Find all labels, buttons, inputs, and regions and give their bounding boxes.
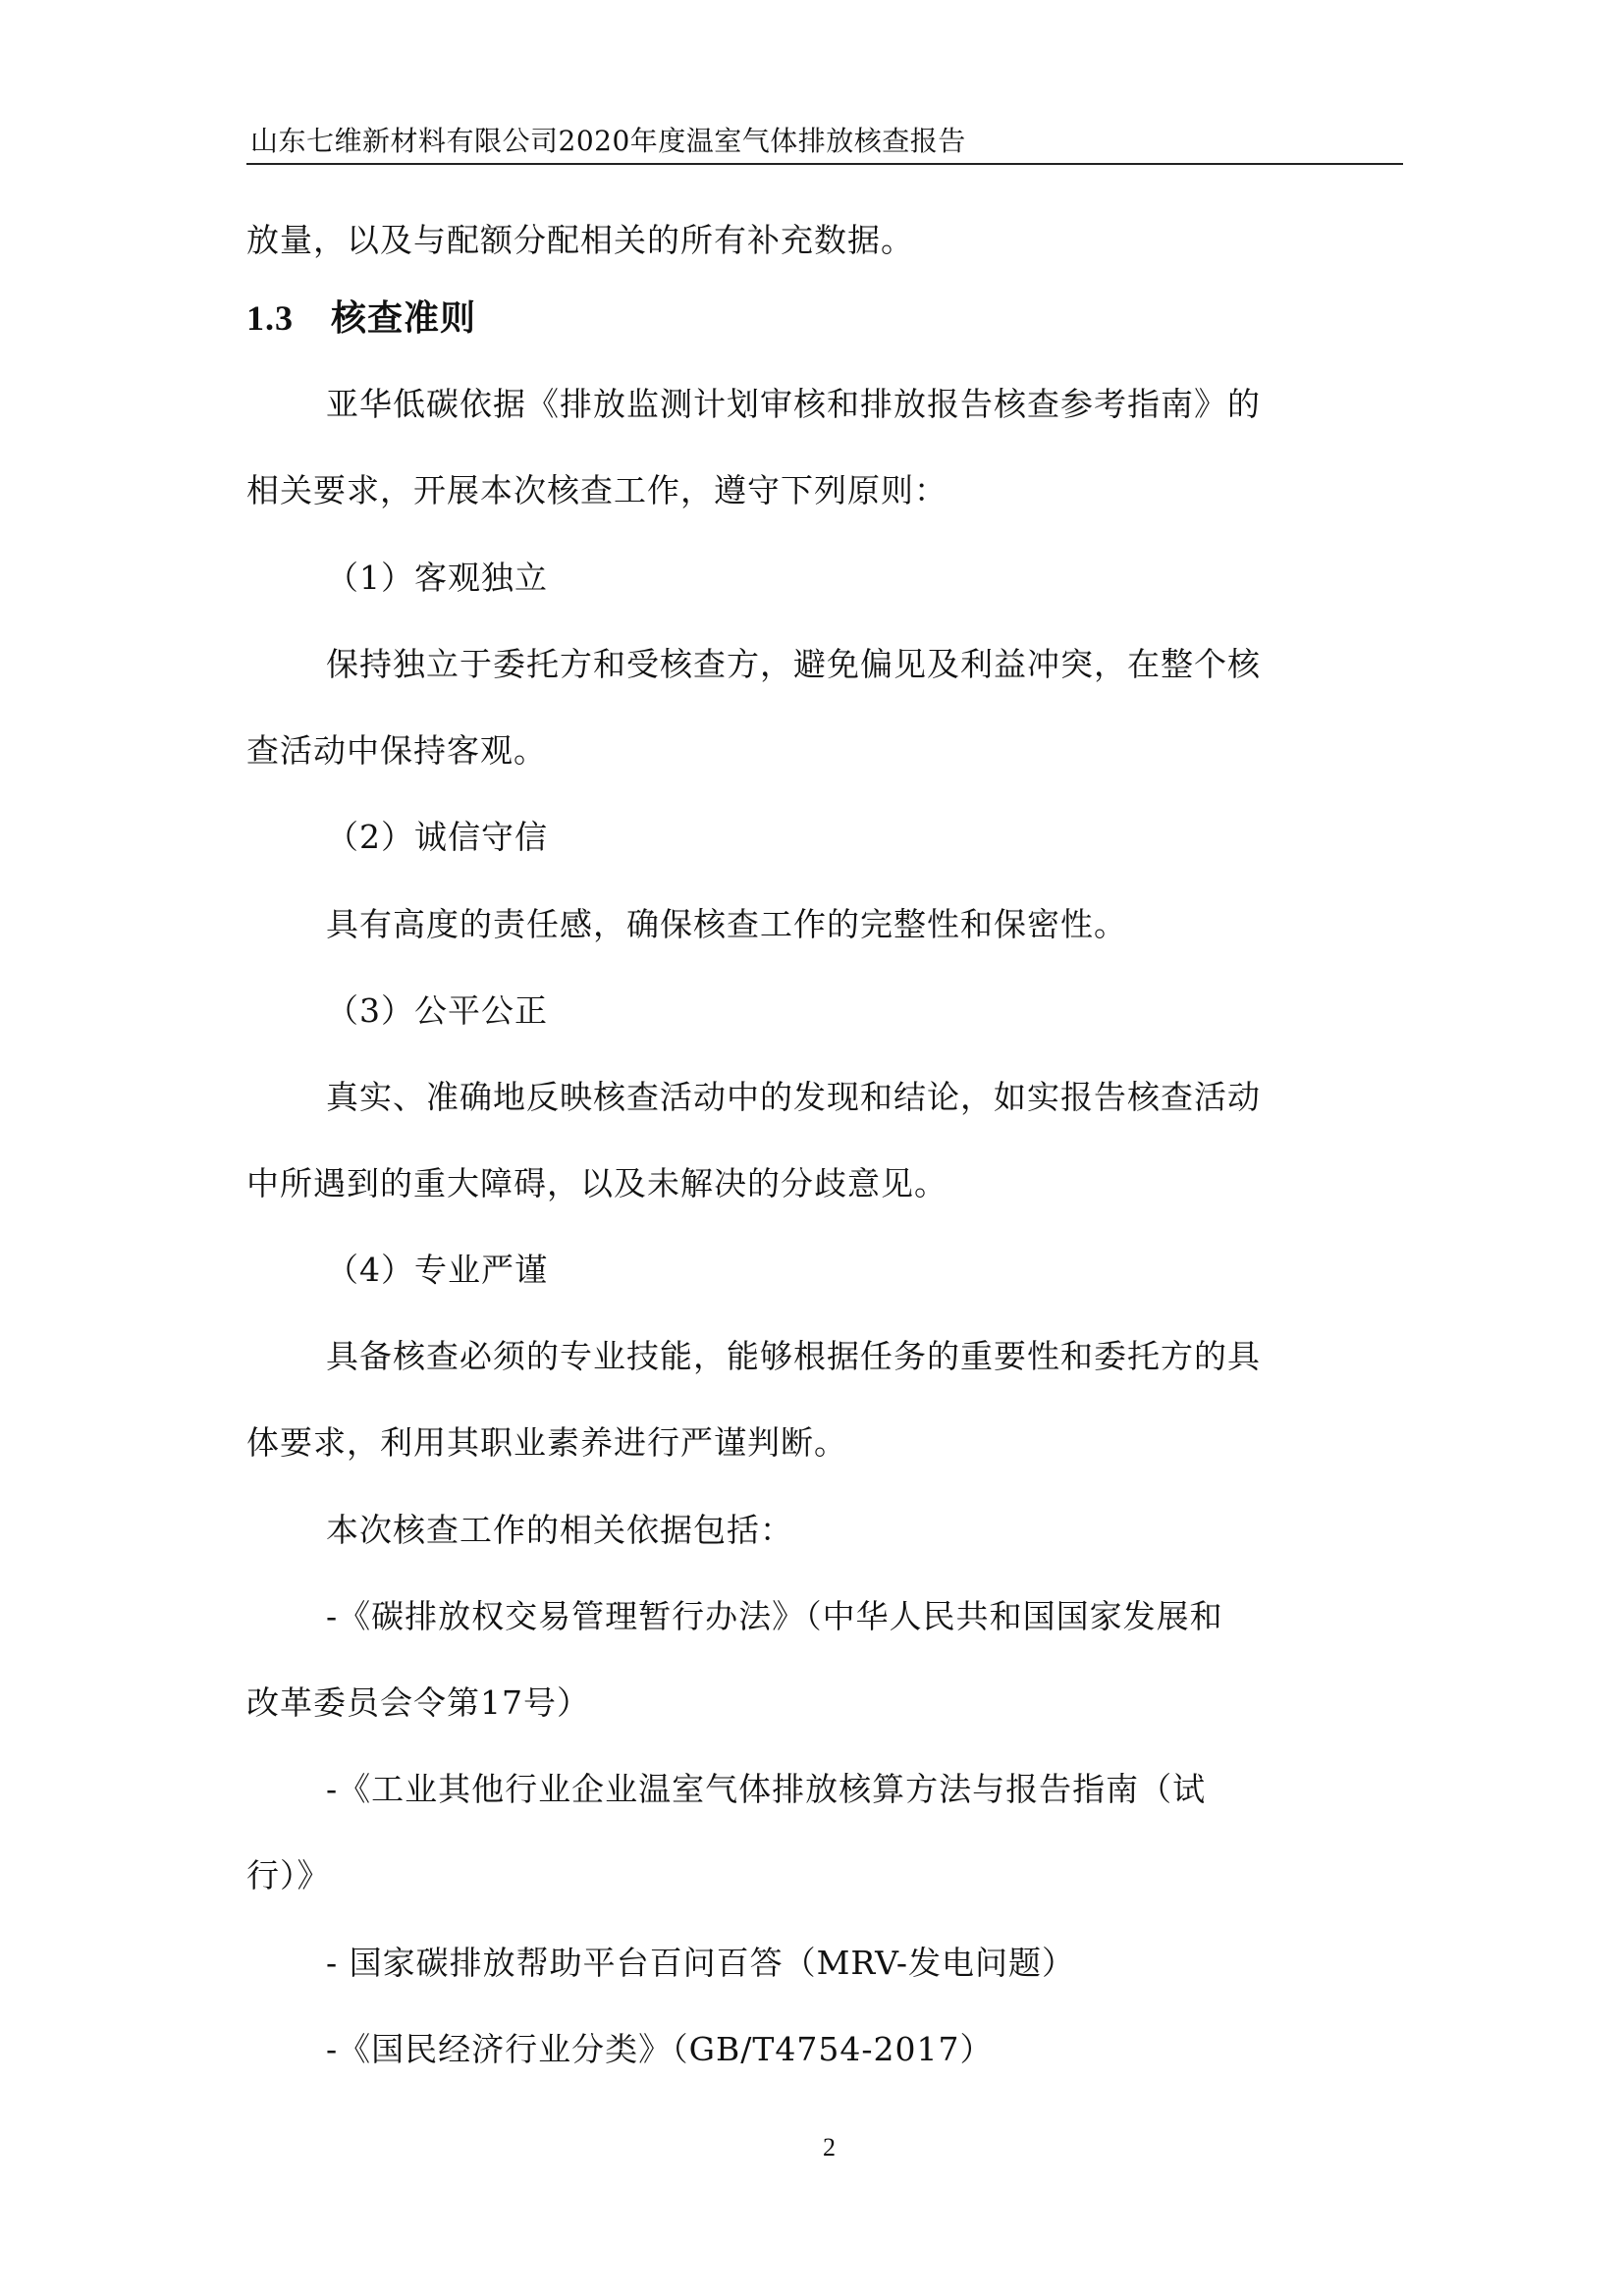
paragraph-line: 真实、准确地反映核查活动中的发现和结论，如实报告核查活动 [326,1078,1261,1116]
reference-item: -《碳排放权交易管理暂行办法》（中华人民共和国国家发展和 [326,1597,1223,1635]
principle-title: （3）公平公正 [326,991,548,1030]
paragraph-line: 中所遇到的重大障碍，以及未解决的分歧意见。 [246,1164,947,1202]
section-heading [246,297,477,339]
principle-title: （1）客观独立 [326,559,548,597]
section-number: 1.3 [246,298,294,338]
paragraph-line: 具有高度的责任感，确保核查工作的完整性和保密性。 [326,905,1127,943]
paragraph-line: 亚华低碳依据《排放监测计划审核和排放报告核查参考指南》的 [326,385,1261,423]
reference-item: -《国民经济行业分类》（GB/T4754-2017） [326,2030,994,2068]
paragraph-line: 相关要求，开展本次核查工作，遵守下列原则： [246,471,947,509]
page-header [246,116,1403,165]
section-title: 核查准则 [331,297,477,339]
paragraph-line: 具备核查必须的专业技能，能够根据任务的重要性和委托方的具 [326,1337,1261,1375]
principle-title: （2）诚信守信 [326,818,548,856]
paragraph-line: 放量，以及与配额分配相关的所有补充数据。 [246,221,914,259]
paragraph-line: 改革委员会令第17号） [246,1683,590,1722]
paragraph-line: 体要求，利用其职业素养进行严谨判断。 [246,1423,847,1462]
reference-item: -《工业其他行业企业温室气体排放核算方法与报告指南（试 [326,1770,1207,1808]
paragraph-line: 行）》 [246,1856,331,1895]
header-title: 山东七维新材料有限公司2020年度温室气体排放核查报告 [250,125,966,157]
paragraph-line: 保持独立于委托方和受核查方，避免偏见及利益冲突，在整个核 [326,645,1261,683]
page-number: 2 [823,2133,836,2162]
reference-item: - 国家碳排放帮助平台百问百答（MRV-发电问题） [326,1944,1076,1982]
principle-title: （4）专业严谨 [326,1251,548,1289]
paragraph-line: 查活动中保持客观。 [246,731,547,770]
paragraph-line: 本次核查工作的相关依据包括： [326,1511,793,1549]
